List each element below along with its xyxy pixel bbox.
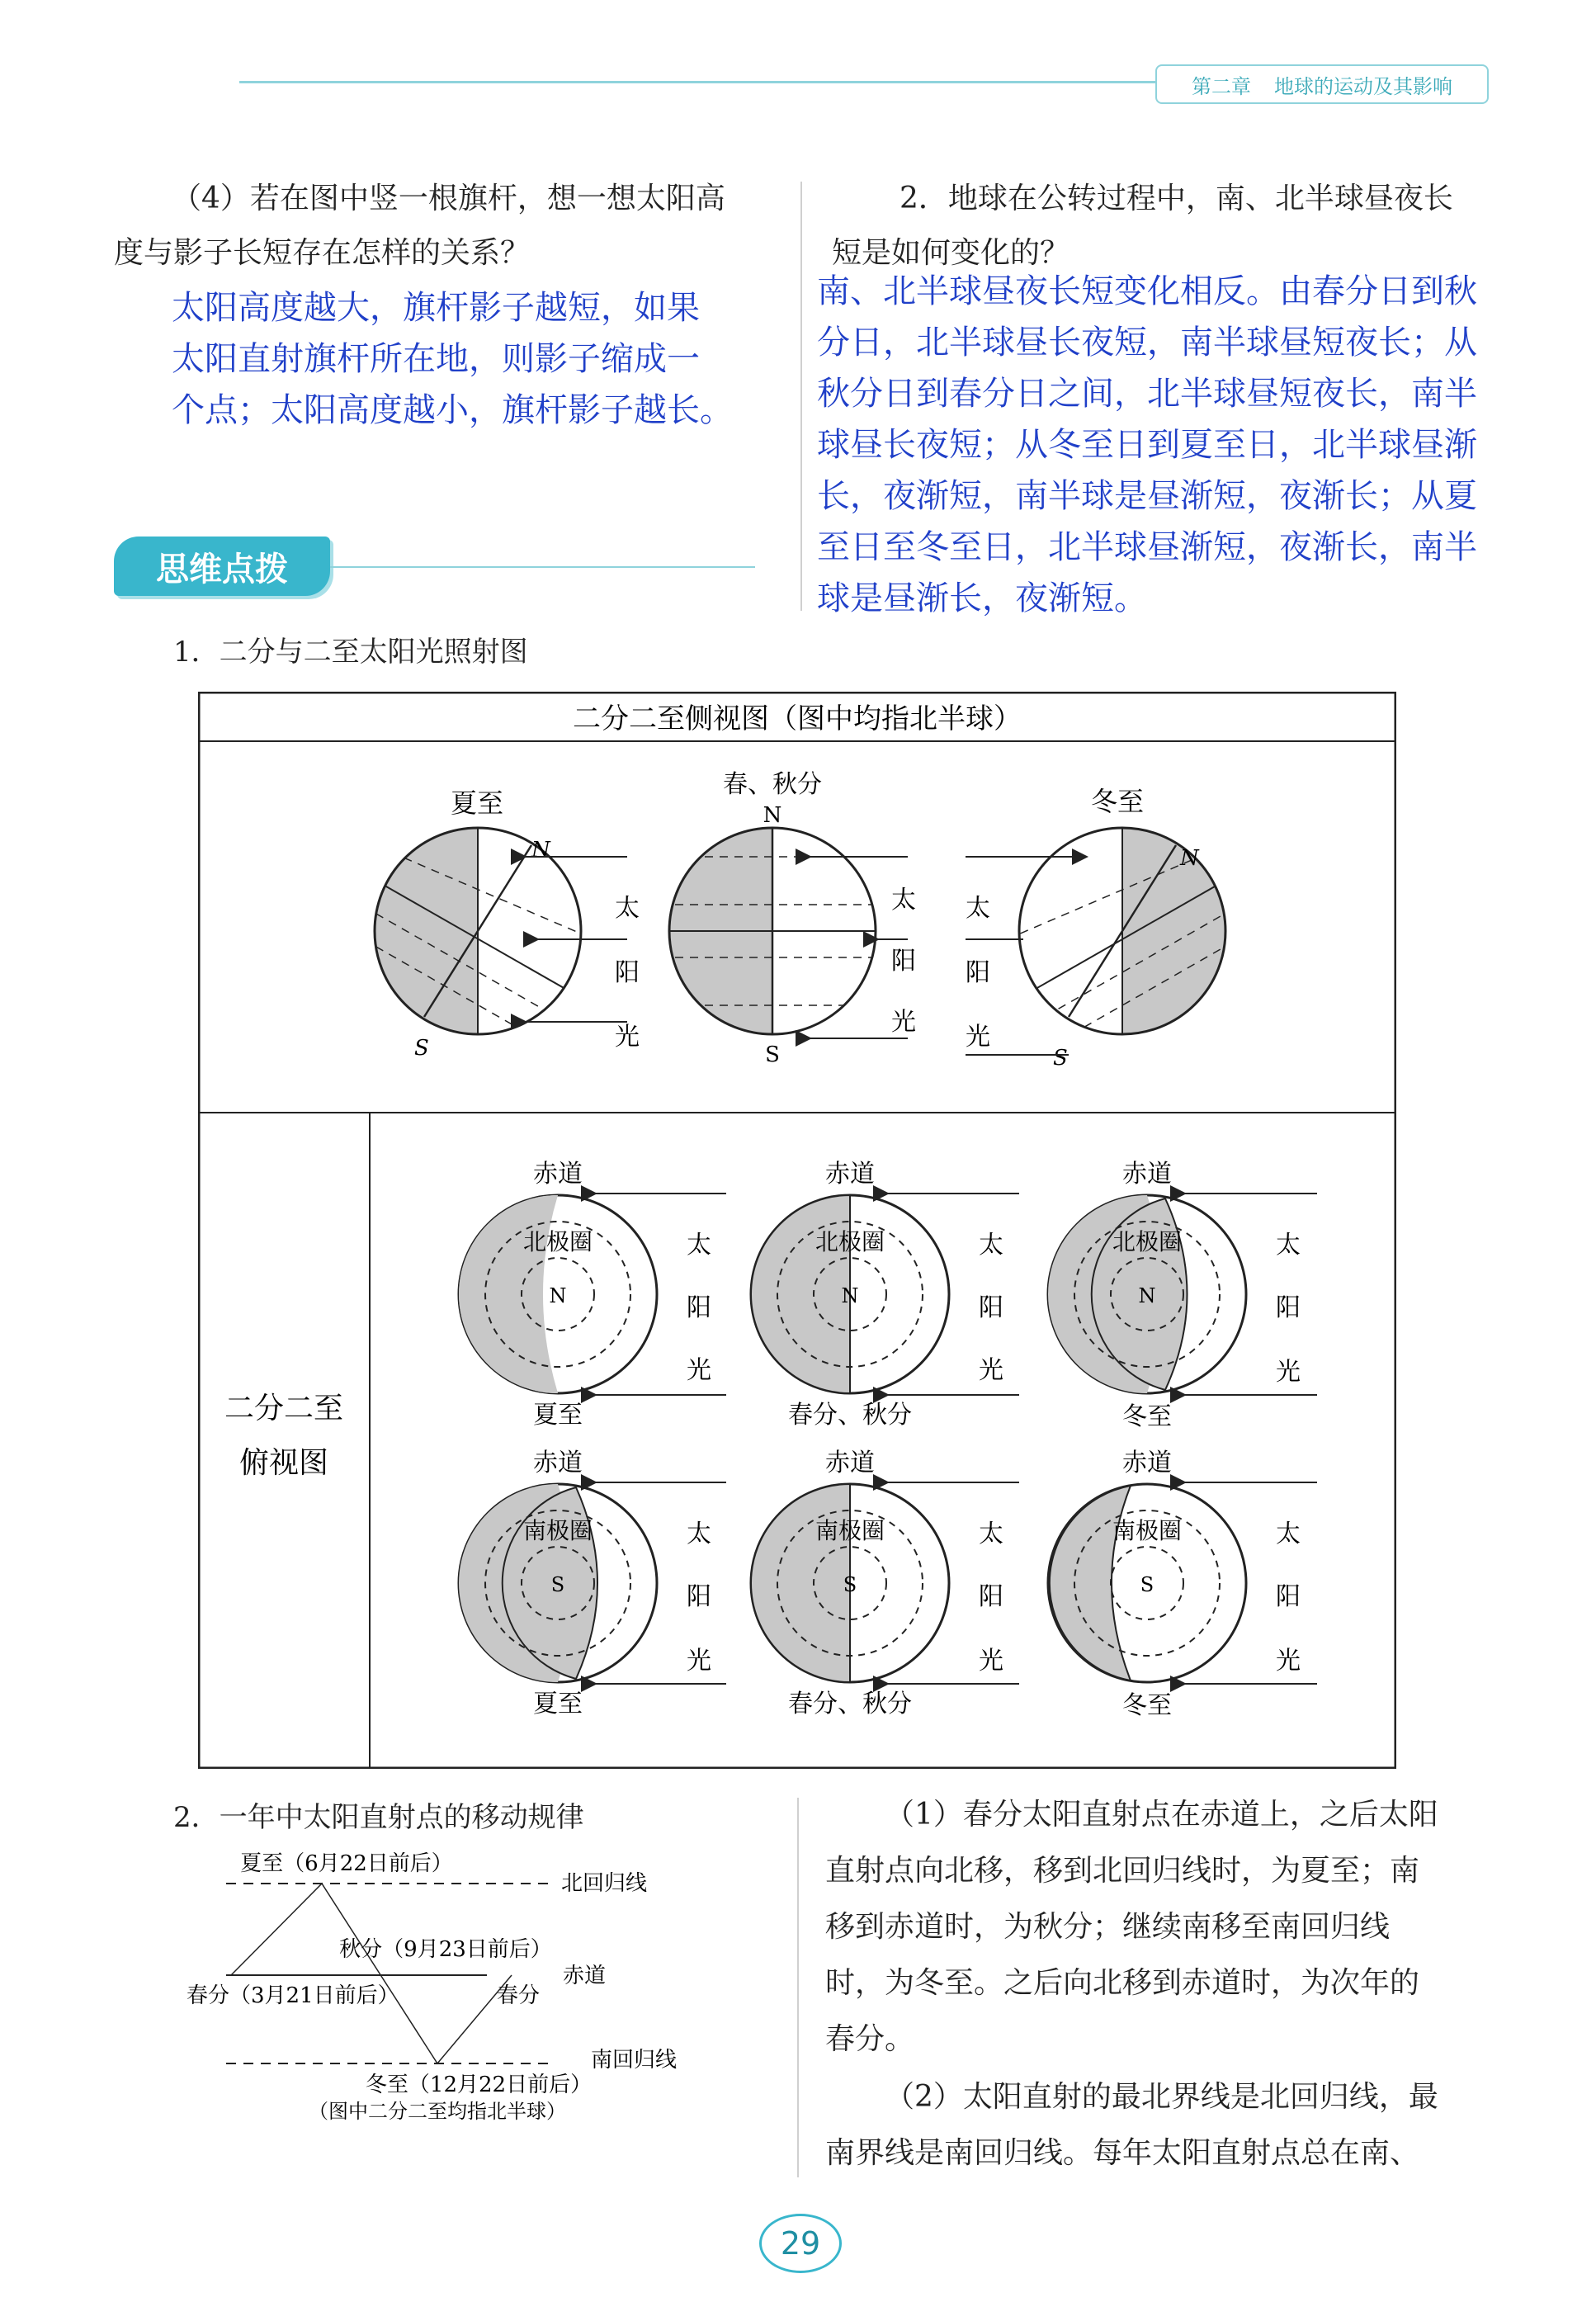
d-note: （图中二分二至均指北半球）	[309, 2100, 566, 2123]
equator-n3: 赤道	[1122, 1160, 1172, 1189]
sun-t3a: 太	[1276, 1231, 1301, 1260]
subsolar-diagram	[165, 1841, 743, 2138]
pole-n1: N	[549, 1284, 567, 1307]
q2-line-2: 短是如何变化的？	[832, 236, 1070, 270]
sun-t1c: 光	[687, 1356, 711, 1385]
q4-answer-3: 个点；太阳高度越小，旗杆影子越长。	[172, 391, 733, 429]
q4-line-2: 度与影子长短存在怎样的关系？	[114, 236, 531, 270]
column-divider	[800, 182, 802, 611]
sun-t5b: 阳	[979, 1582, 1003, 1611]
sun-3b: 阳	[966, 958, 990, 987]
q2-answer-3: 秋分日到春分日之间，北半球昼短夜长，南半	[817, 375, 1477, 413]
summer-n: N	[531, 838, 550, 863]
chapter-header	[1155, 64, 1489, 104]
sun-2b: 阳	[891, 947, 916, 976]
q2-answer-4: 球昼长夜短；从冬至日到夏至日，北半球昼渐	[817, 426, 1477, 464]
d-tropic-n: 北回归线	[561, 1871, 648, 1896]
item1-title: 1．二分与二至太阳光照射图	[173, 636, 528, 669]
antarctic-s1: 南极圈	[522, 1517, 593, 1544]
arctic-n2: 北极圈	[815, 1228, 885, 1255]
sun-t6a: 太	[1276, 1520, 1301, 1548]
pole-n2: N	[841, 1284, 859, 1307]
equator-s3: 赤道	[1122, 1449, 1172, 1477]
label-n3: 冬至	[1122, 1402, 1172, 1431]
pole-s3: S	[1140, 1573, 1155, 1596]
sun-t1b: 阳	[687, 1293, 711, 1322]
label-s3: 冬至	[1122, 1691, 1172, 1720]
antarctic-s3: 南极圈	[1112, 1517, 1183, 1544]
arctic-n3: 北极圈	[1112, 1228, 1183, 1255]
d-winter: 冬至（12月22日前后）	[365, 2073, 593, 2097]
d-summer: 夏至（6月22日前后）	[240, 1851, 453, 1876]
sun-1b: 阳	[615, 958, 640, 987]
top-view-label-1: 二分二至	[224, 1392, 344, 1425]
q2-answer-6: 至日至冬至日，北半球昼渐短，夜渐长，南半	[817, 528, 1477, 566]
q2-answer-1: 南、北半球昼夜长短变化相反。由春分日到秋	[817, 272, 1477, 310]
arctic-n1: 北极圈	[522, 1228, 593, 1255]
sun-t5a: 太	[979, 1520, 1003, 1548]
equinox-s: S	[765, 1042, 780, 1067]
p1-line-4: 时，为冬至。之后向北移到赤道时，为次年的	[825, 1966, 1420, 2000]
top-n-winter	[1048, 1160, 1246, 1431]
pole-n3: N	[1138, 1284, 1156, 1307]
sun-t4c: 光	[687, 1647, 711, 1676]
header-rule	[239, 81, 1155, 83]
equator-s1: 赤道	[533, 1449, 583, 1477]
sun-1a: 太	[615, 894, 640, 923]
equator-n1: 赤道	[533, 1160, 583, 1189]
sun-t1a: 太	[687, 1231, 711, 1260]
chapter-title: 地球的运动及其影响	[1274, 74, 1452, 98]
sun-3c: 光	[966, 1023, 990, 1052]
q2-answer-5: 长，夜渐短，南半球是昼渐短，夜渐长；从夏	[817, 477, 1477, 515]
p1-line-2: 直射点向北移，移到北回归线时，为夏至；南	[825, 1854, 1420, 1888]
p2-line-1: （2）太阳直射的最北界线是北回归线，最	[885, 2080, 1438, 2114]
winter-n: N	[1180, 846, 1199, 871]
top-s-winter	[1048, 1449, 1246, 1720]
sunlight-figure	[198, 692, 1396, 1769]
pole-s2: S	[843, 1573, 857, 1596]
sun-1c: 光	[615, 1023, 640, 1052]
summer-s: S	[414, 1036, 429, 1061]
q2-line-1: 2．地球在公转过程中，南、北半球昼夜长	[900, 182, 1453, 215]
sun-t2b: 阳	[979, 1293, 1003, 1322]
top-view-label-2: 俯视图	[238, 1446, 329, 1480]
top-s-summer	[459, 1449, 657, 1718]
label-n1: 夏至	[533, 1401, 583, 1430]
side-label-summer: 夏至	[450, 787, 504, 819]
q4-answer-2: 太阳直射旗杆所在地，则影子缩成一	[172, 340, 700, 378]
sun-t4b: 阳	[687, 1582, 711, 1611]
sun-t2c: 光	[979, 1356, 1003, 1385]
label-s2: 春分、秋分	[788, 1690, 912, 1718]
d-equator: 赤道	[563, 1964, 607, 1988]
section-rule	[330, 566, 755, 568]
winter-s: S	[1053, 1046, 1068, 1071]
side-view-title: 二分二至侧视图（图中均指北半球）	[573, 702, 1022, 735]
p1-line-5: 春分。	[825, 2022, 915, 2056]
side-label-equinox: 春、秋分	[723, 770, 822, 799]
q4-answer-1: 太阳高度越大，旗杆影子越短，如果	[172, 289, 700, 327]
label-s1: 夏至	[533, 1690, 583, 1718]
sun-2c: 光	[891, 1008, 916, 1037]
sun-3a: 太	[966, 894, 990, 923]
pole-s1: S	[550, 1573, 565, 1596]
top-n-summer	[459, 1160, 657, 1430]
equator-n2: 赤道	[825, 1160, 875, 1189]
d-tropic-s: 南回归线	[591, 2048, 678, 2073]
sun-t6c: 光	[1276, 1647, 1301, 1676]
page-number: 29	[759, 2214, 842, 2273]
chapter-number: 第二章	[1192, 74, 1251, 98]
top-n-equinox	[751, 1160, 949, 1430]
sun-t3c: 光	[1276, 1358, 1301, 1387]
equator-s2: 赤道	[825, 1449, 875, 1477]
p1-line-3: 移到赤道时，为秋分；继续南移至南回归线	[825, 1910, 1391, 1944]
q4-line-1: （4）若在图中竖一根旗杆，想一想太阳高	[172, 182, 725, 215]
sun-t3b: 阳	[1276, 1293, 1301, 1322]
antarctic-s2: 南极圈	[815, 1517, 885, 1544]
sun-t5c: 光	[979, 1647, 1003, 1676]
label-n2: 春分、秋分	[788, 1401, 912, 1430]
section-tag: 思维点拨	[114, 537, 330, 596]
sun-t2a: 太	[979, 1231, 1003, 1260]
d-spring-left: 春分（3月21日前后）	[187, 1983, 399, 2008]
top-s-equinox	[751, 1449, 949, 1718]
q2-answer-7: 球是昼渐长，夜渐短。	[817, 579, 1147, 617]
d-autumn: 秋分（9月23日前后）	[339, 1937, 552, 1962]
equinox-n: N	[763, 803, 782, 828]
column-divider-2	[797, 1798, 799, 2177]
sun-t6b: 阳	[1276, 1582, 1301, 1611]
q2-answer-2: 分日，北半球昼长夜短，南半球昼短夜长；从	[817, 324, 1477, 362]
sun-t4a: 太	[687, 1520, 711, 1548]
p1-line-1: （1）春分太阳直射点在赤道上，之后太阳	[885, 1798, 1438, 1832]
p2-line-2: 南界线是南回归线。每年太阳直射点总在南、	[825, 2136, 1420, 2170]
item2-title: 2．一年中太阳直射点的移动规律	[173, 1801, 584, 1834]
sun-2a: 太	[891, 886, 916, 915]
side-label-winter: 冬至	[1090, 786, 1145, 817]
d-spring-right: 春分	[497, 1983, 541, 2008]
